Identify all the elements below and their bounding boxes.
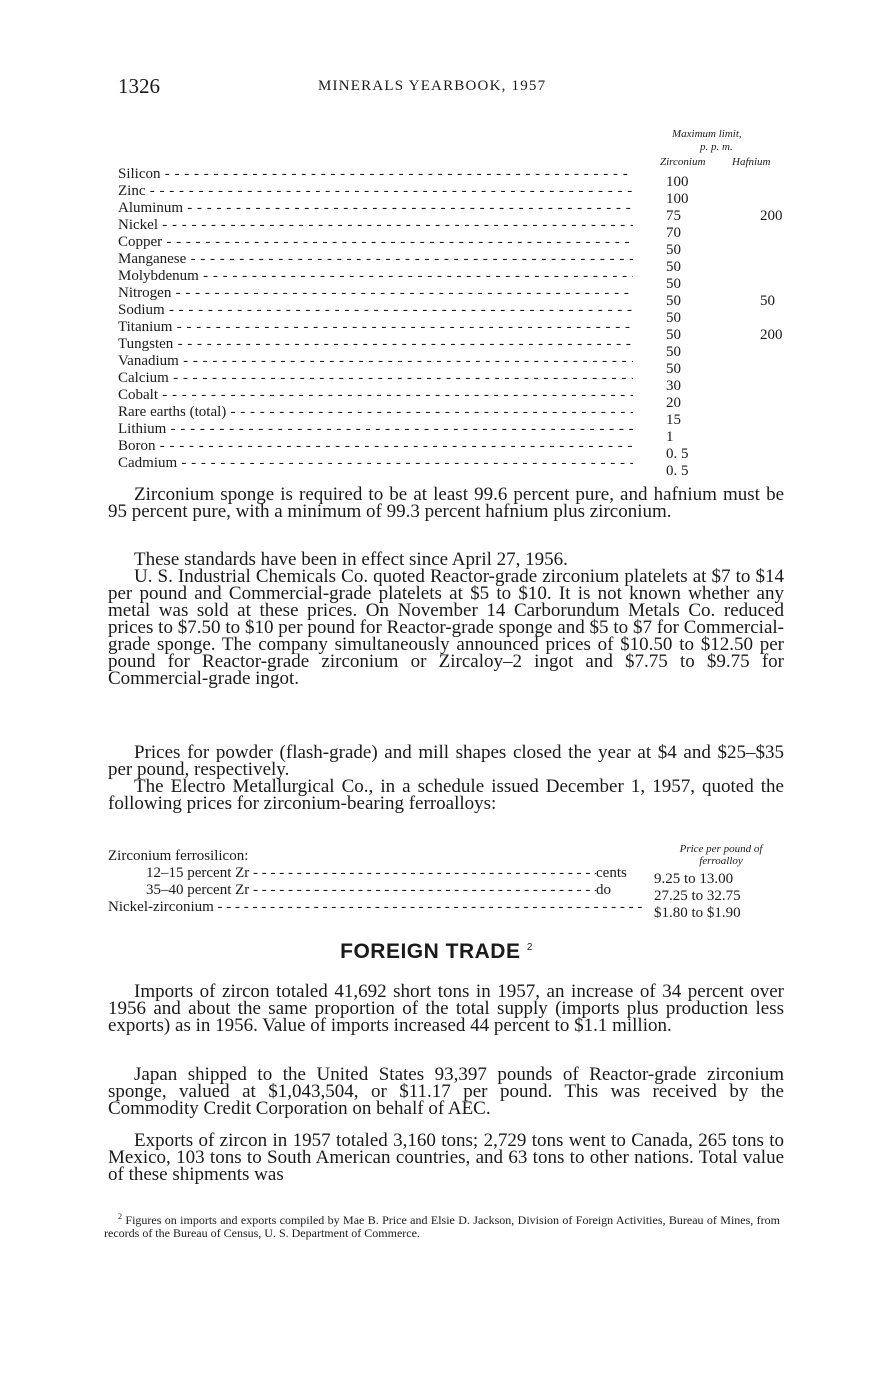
element-name: Copper - - - <box>118 234 633 251</box>
ferro-row-label: 35–40 percent Zr - - - <box>146 882 596 899</box>
zirconium-limit: 70 <box>666 225 681 241</box>
ferro-row-unit: cents <box>596 865 627 881</box>
section-heading-foreign-trade <box>0 940 873 964</box>
zirconium-limit: 0. 5 <box>666 463 689 479</box>
zirconium-limit: 100 <box>666 191 689 207</box>
limits-heading-line1: Maximum limit, <box>672 128 742 140</box>
table-row <box>118 455 798 479</box>
zirconium-limit: 0. 5 <box>666 446 689 462</box>
element-name: Aluminum - - - <box>118 200 633 217</box>
ferro-row-unit: do <box>596 882 611 898</box>
column-header-zirconium: Zirconium <box>660 156 706 168</box>
ferro-heading-line2: ferroalloy <box>699 855 743 867</box>
zirconium-limit: 50 <box>666 310 681 326</box>
zirconium-limit: 50 <box>666 327 681 343</box>
paragraph-ferroalloy-schedule: The Electro Metallurgical Co., in a schedule issued December 1, 1957, quoted the following prices for zirconium-bearing ferroalloys: <box>108 776 784 814</box>
ferroalloy-price-table <box>108 848 784 921</box>
running-title: MINERALS YEARBOOK, 1957 <box>318 78 547 94</box>
element-name: Rare earths (total) - - - <box>118 404 633 421</box>
element-name: Cobalt - - - <box>118 387 633 404</box>
zirconium-limit: 50 <box>666 259 681 275</box>
footnote-text: Figures on imports and exports compiled by Mae B. Price and Elsie D. Jackson, Division of Foreign Activities, Bureau of Mines, from records of the Bureau of Census, U. S. Department of Commerce. <box>104 1213 780 1240</box>
element-name: Boron - - - <box>118 438 633 455</box>
paragraph-standards-date: These standards have been in effect since April 27, 1956. <box>134 549 568 570</box>
footnote-reference: 2 <box>526 942 533 953</box>
paragraph-japan-shipment: Japan shipped to the United States 93,397 pounds of Reactor-grade zirconium sponge, valued at $1,043,504, or $11.17 per pound. This was received by the Commodity Credit Corporation on behalf of AEC. <box>108 1064 784 1119</box>
element-name: Molybdenum - - - <box>118 268 633 285</box>
paragraph-prices-platelets: U. S. Industrial Chemicals Co. quoted Reactor-grade zirconium platelets at $7 to $14 per pound and Commercial-grade platelets at $5 to $10. It is not known whether any metal was sold at these prices. On November 14 Carborundum Metals Co. reduced prices to $7.50 to $10 per pound for Reactor-grade sponge and $5 to $7 for Commercial-grade sponge. The company simultaneously announced prices of $10.50 to $12.50 per pound for Reactor-grade zirconium or Zircaloy–2 ingot and $7.75 to $9.75 for Commercial-grade ingot. <box>108 566 784 689</box>
element-name: Tungsten - - - <box>118 336 633 353</box>
impurity-limits-table <box>118 166 798 479</box>
ferro-row-label: 12–15 percent Zr - - - <box>146 865 596 882</box>
hafnium-limit: 200 <box>760 327 783 343</box>
element-name: Calcium - - - <box>118 370 633 387</box>
paragraph-zircon-exports: Exports of zircon in 1957 totaled 3,160 tons; 2,729 tons went to Canada, 265 tons to Mexico, 103 tons to South American countries, and 63 tons to other nations. Total value of these shipments was <box>108 1130 784 1185</box>
limits-heading-line2: p. p. m. <box>700 141 733 153</box>
hafnium-limit: 200 <box>760 208 783 224</box>
section-heading-text: FOREIGN TRADE <box>340 940 521 963</box>
table-row <box>108 882 784 904</box>
column-header-hafnium: Hafnium <box>732 156 771 168</box>
zirconium-limit: 100 <box>666 174 689 190</box>
footnote-mark: 2 <box>118 1212 122 1221</box>
zirconium-limit: 15 <box>666 412 681 428</box>
ferro-row-price: 27.25 to 32.75 <box>654 888 741 904</box>
table-row <box>108 899 784 921</box>
zirconium-limit: 50 <box>666 344 681 360</box>
ferro-row-label: Nickel-zirconium - - - <box>108 899 643 916</box>
page-number: 1326 <box>118 74 160 98</box>
ferro-row-price: 9.25 to 13.00 <box>654 871 734 887</box>
paragraph-powder-prices: Prices for powder (flash-grade) and mill shapes closed the year at $4 and $25–$35 per pound, respectively. <box>108 742 784 780</box>
running-head <box>118 74 778 104</box>
zirconium-limit: 50 <box>666 361 681 377</box>
element-name: Silicon - - - <box>118 166 633 183</box>
zirconium-limit: 50 <box>666 276 681 292</box>
footnote <box>104 1210 780 1240</box>
paragraph-zircon-imports: Imports of zircon totaled 41,692 short tons in 1957, an increase of 34 percent over 1956 and about the same proportion of the total supply (imports plus production less exports) as in 1956. Value of imports increased 44 percent to $1.1 million. <box>108 981 784 1036</box>
hafnium-limit: 50 <box>760 293 775 309</box>
element-name: Manganese - - - <box>118 251 633 268</box>
element-name: Cadmium - - - <box>118 455 633 472</box>
element-name: Sodium - - - <box>118 302 633 319</box>
zirconium-limit: 20 <box>666 395 681 411</box>
zirconium-limit: 50 <box>666 242 681 258</box>
element-name: Zinc - - - <box>118 183 633 200</box>
zirconium-limit: 75 <box>666 208 681 224</box>
element-name: Vanadium - - - <box>118 353 633 370</box>
element-name: Titanium - - - <box>118 319 633 336</box>
zirconium-limit: 1 <box>666 429 674 445</box>
table-row <box>108 848 784 865</box>
table-row <box>108 865 784 887</box>
element-name: Lithium - - - <box>118 421 633 438</box>
zirconium-limit: 50 <box>666 293 681 309</box>
ferro-heading-line1: Price per pound of <box>679 843 763 855</box>
element-name: Nitrogen - - - <box>118 285 633 302</box>
paragraph-sponge-purity: Zirconium sponge is required to be at least 99.6 percent pure, and hafnium must be 95 percent pure, with a minimum of 99.3 percent hafnium plus zirconium. <box>108 484 784 522</box>
element-name: Nickel - - - <box>118 217 633 234</box>
ferro-group-label: Zirconium ferrosilicon: <box>108 848 249 864</box>
ferro-row-price: $1.80 to $1.90 <box>654 905 741 921</box>
zirconium-limit: 30 <box>666 378 681 394</box>
